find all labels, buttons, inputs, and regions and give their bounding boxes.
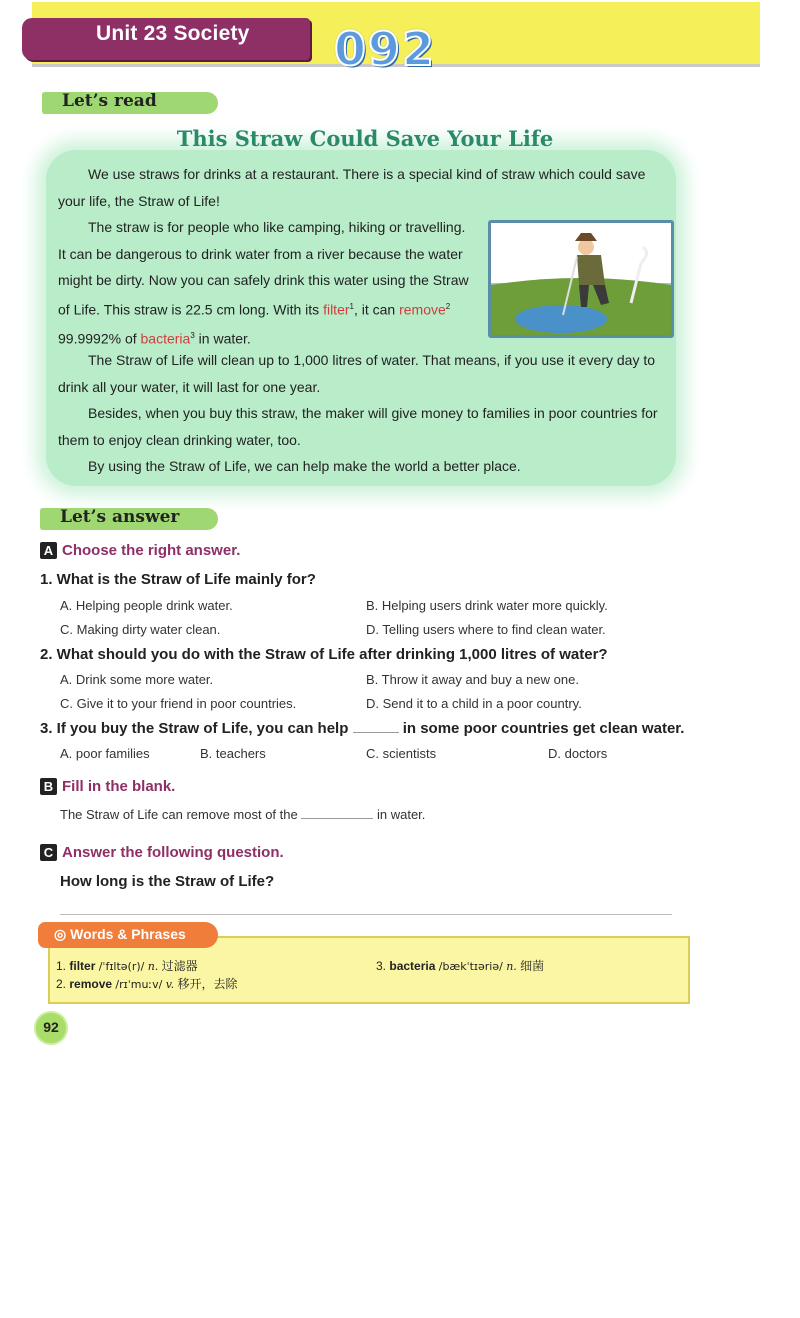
vocab-bacteria: bacteria <box>140 330 191 347</box>
word-1-meaning: 过滤器 <box>161 959 198 973</box>
q2-option-d[interactable]: D. Send it to a child in a poor country. <box>366 696 582 711</box>
fill-blank-input[interactable] <box>301 808 373 819</box>
hiker-illustration <box>488 220 674 338</box>
word-1-pron: /ˈfɪltə(r)/ <box>98 960 145 973</box>
answer-line[interactable] <box>60 914 672 915</box>
word-3-pos: n. <box>506 960 517 973</box>
word-1-pos: n. <box>147 960 159 973</box>
vocab-filter: filter <box>323 301 350 318</box>
paragraph-2-text-b: , it can <box>353 301 396 318</box>
q2-option-c[interactable]: C. Give it to your friend in poor countries. <box>60 696 297 711</box>
fill-blank-text-a: The Straw of Life can remove most of the <box>60 807 298 822</box>
page-number: 92 <box>43 1019 59 1035</box>
fill-blank-sentence <box>60 807 425 822</box>
q3-option-d[interactable]: D. doctors <box>548 746 608 761</box>
section-b-letter: B <box>40 778 57 795</box>
word-1-term: filter <box>69 959 96 973</box>
word-1-num: 1. <box>56 959 67 973</box>
q3-option-b[interactable]: B. teachers <box>200 746 266 761</box>
q1-option-b[interactable]: B. Helping users drink water more quickly. <box>366 598 608 613</box>
paragraph-2 <box>58 214 476 352</box>
word-item-1 <box>56 957 198 974</box>
words-header: ◎ Words & Phrases <box>54 926 186 942</box>
paragraph-2-text-d: in water. <box>194 330 251 347</box>
vocab-remove: remove <box>399 301 446 318</box>
read-section-label: Let’s read <box>62 91 157 111</box>
q3-option-a[interactable]: A. poor families <box>60 746 150 761</box>
paragraph-5: By using the Straw of Life, we can help make the world a better place. <box>88 458 521 474</box>
q2-option-a[interactable]: A. Drink some more water. <box>60 672 214 687</box>
word-3-num: 3. <box>376 959 387 973</box>
word-3-meaning: 细菌 <box>520 959 545 973</box>
question-c: How long is the Straw of Life? <box>60 873 275 890</box>
word-2-pos: v. <box>165 978 175 991</box>
paragraph-2-text-c: 99.9992% of <box>58 330 137 347</box>
section-c-title: Answer the following question. <box>62 844 284 861</box>
answer-section-label: Let’s answer <box>60 507 180 527</box>
word-item-3 <box>376 957 544 974</box>
section-c-header <box>40 844 284 862</box>
paragraph-3: The Straw of Life will clean up to 1,000 litres of water. That means, if you use it every day to drink all your water, it will last for one year. <box>58 352 656 395</box>
hiker-drawing <box>491 223 671 335</box>
section-b-header <box>40 778 175 796</box>
passage-title: This Straw Could Save Your Life <box>176 126 554 151</box>
word-2-num: 2. <box>56 977 67 991</box>
section-a-title: Choose the right answer. <box>62 542 241 559</box>
section-a-header <box>40 542 240 560</box>
footnote-1: 1 <box>349 301 354 311</box>
question-3-text-a: 3. If you buy the Straw of Life, you can help <box>40 720 349 737</box>
question-3-text-b: in some poor countries get clean water. <box>402 720 685 737</box>
q3-answer-blank[interactable] <box>353 720 399 733</box>
paragraph-1: We use straws for drinks at a restaurant. There is a special kind of straw which could save your life, the Straw of Life! <box>58 166 646 209</box>
q2-option-b[interactable]: B. Throw it away and buy a new one. <box>366 672 579 687</box>
section-b-title: Fill in the blank. <box>62 778 176 795</box>
section-c-letter: C <box>40 844 57 861</box>
paragraph-2-text: The straw is for people who like camping, hiking or travelling. It can be dangerous to drink water from a river because the water might be dirty. Now you can safely drink this water using the Straw of Life. This straw is 22.5 cm long. With its <box>58 219 469 318</box>
unit-title: Unit 23 Society <box>96 22 250 45</box>
q1-option-c[interactable]: C. Making dirty water clean. <box>60 622 221 637</box>
footnote-2: 2 <box>445 301 451 311</box>
page-badge: 092 <box>334 22 437 76</box>
q1-option-a[interactable]: A. Helping people drink water. <box>60 598 233 613</box>
question-1: 1. What is the Straw of Life mainly for? <box>40 571 316 588</box>
word-2-meaning: 移开，去除 <box>177 977 238 991</box>
question-2: 2. What should you do with the Straw of Life after drinking 1,000 litres of water? <box>40 646 608 663</box>
section-a-letter: A <box>40 542 57 559</box>
word-2-term: remove <box>69 977 113 991</box>
fill-blank-text-b: in water. <box>376 807 426 822</box>
footnote-3: 3 <box>190 330 195 340</box>
word-item-2 <box>56 975 237 992</box>
word-2-pron: /rɪˈmuːv/ <box>115 978 163 991</box>
q3-option-c[interactable]: C. scientists <box>366 746 437 761</box>
word-3-pron: /bækˈtɪəriə/ <box>438 960 503 973</box>
word-3-term: bacteria <box>389 959 436 973</box>
paragraph-4: Besides, when you buy this straw, the maker will give money to families in poor countries for them to enjoy clean drinking water, too. <box>58 405 658 448</box>
q1-option-d[interactable]: D. Telling users where to find clean water. <box>366 622 606 637</box>
question-3 <box>40 720 684 737</box>
